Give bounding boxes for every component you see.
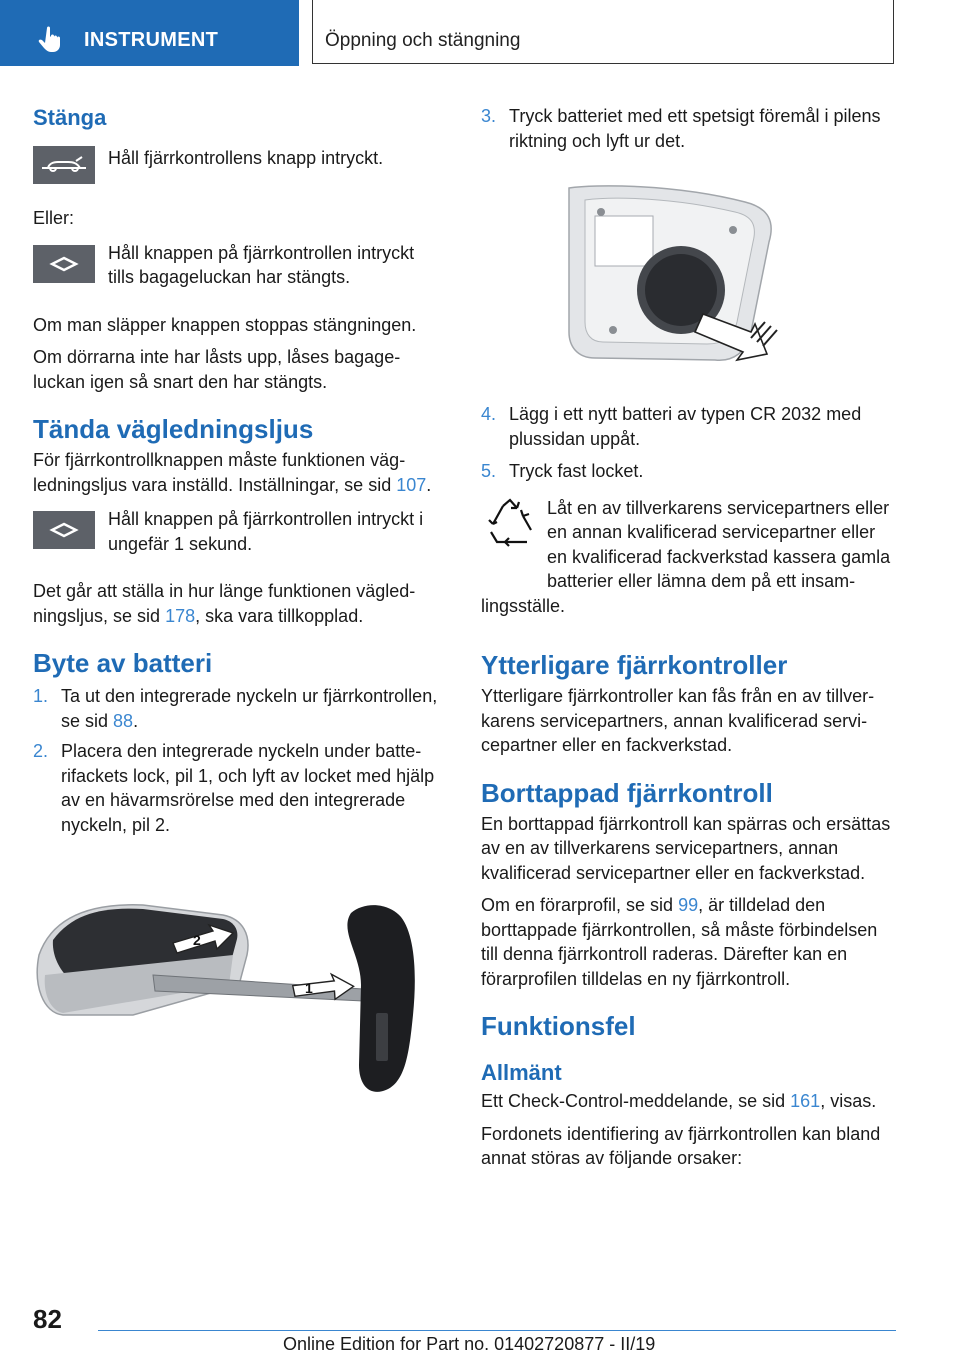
heading-stanga: Stänga — [33, 105, 107, 130]
recycle-note — [481, 496, 896, 619]
footer-divider — [98, 1330, 896, 1331]
step-2: 2. Placera den integrerade nyckeln under batterifackets lock, pil 1, och lyft av locket med hjälp av en hävarmsrörelse med den integrerade nyckeln, pil 2. — [33, 741, 435, 835]
text-borttappad-1: En borttappad fjärrkontroll kan spärras och ersättas av en av tillverkarens servicepartners, annan kvalificerad servicepartner eller en fackverkstad. — [481, 813, 891, 883]
chapter-title: Öppning och stängning — [325, 30, 521, 51]
text-duration: Det går att ställa in hur länge funktionen vägledningsljus, se sid 178, ska vara tillkopplad. — [33, 581, 416, 626]
fig-label-2: 2 — [193, 932, 201, 948]
text-hold-button: Håll fjärrkontrollens knapp intryckt. — [108, 148, 384, 168]
right-column — [481, 100, 896, 153]
left-column — [33, 100, 443, 837]
heading-tanda: Tända vägledningsljus — [33, 414, 314, 444]
battery-illustration — [555, 182, 785, 382]
section-tab[interactable] — [0, 0, 299, 66]
text-recycle: Låt en av tillverkarens servicepartners eller en annan kvalificerad servicepartner eller en kvalificerad fackverkstad kassera gamla batterier eller lämna dem på ett insamlingsställe. — [481, 497, 891, 616]
heading-allmant: Allmänt — [481, 1060, 562, 1085]
diamond-button-icon — [33, 245, 95, 283]
fig-label-1: 1 — [305, 980, 313, 996]
text-ytterligare: Ytterligare fjärrkontroller kan fås från en av tillverkarens servicepartners, annan kvalificerad servicepartner eller en fackverkstad. — [481, 686, 875, 755]
key-fob-illustration — [33, 895, 433, 1100]
link-page-88[interactable]: 88 — [113, 710, 134, 731]
link-page-99[interactable]: 99 — [678, 895, 699, 915]
text-eller: Eller: — [33, 208, 75, 228]
battery-steps-right-a — [481, 104, 896, 153]
text-hold-one-second: Håll knappen på fjärrkontrollen intryckt i ungefär 1 sekund. — [108, 509, 424, 554]
hand-pointer-icon — [36, 24, 66, 54]
footer-edition: Online Edition for Part no. 01402720877 - II/19 — [283, 1334, 656, 1354]
recycle-icon — [481, 496, 539, 554]
text-identification: Fordonets identifiering av fjärrkontrollen kan bland annat störas av följande orsaker: — [481, 1123, 881, 1168]
text-check-control: Ett Check-Control-meddelande, se sid 161, visas. — [481, 1091, 877, 1111]
instruction-diamond-1 — [33, 241, 443, 303]
chapter-header — [312, 0, 894, 64]
battery-steps-right-b — [481, 402, 896, 484]
battery-steps-left — [33, 684, 443, 837]
heading-ytterligare: Ytterligare fjärrkontroller — [481, 650, 788, 680]
link-page-178[interactable]: 178 — [165, 605, 196, 626]
heading-borttappad: Borttappad fjärrkontroll — [481, 777, 773, 808]
step-3: 3. Tryck batteriet med ett spetsigt föremål i pilens riktning och lyft ur det. — [481, 106, 881, 151]
instruction-trunk — [33, 146, 443, 206]
text-hold-until-closed: Håll knappen på fjärrkontrollen intryckt tills bagageluckan har stängts. — [108, 242, 415, 287]
link-page-161[interactable]: 161 — [790, 1091, 821, 1111]
text-doors-locked: Om dörrarna inte har låsts upp, låses bagageluckan igen så snart den har stängts. — [33, 347, 401, 392]
link-page-107[interactable]: 107 — [396, 474, 427, 495]
step-1: 1. Ta ut den integrerade nyckeln ur fjärrkontrollen, se sid 88. — [33, 686, 438, 731]
heading-byte: Byte av batteri — [33, 648, 213, 678]
text-release-stops: Om man släpper knappen stoppas stängningen. — [33, 314, 417, 335]
step-4: 4. Lägg i ett nytt batteri av typen CR 2032 med plussidan uppåt. — [481, 404, 862, 449]
diamond-button-icon — [33, 511, 95, 549]
page-number: 82 — [33, 1304, 62, 1334]
text-tanda-intro: För fjärrkontrollknappen måste funktionen vägledningsljus vara inställd. Inställningar, se sid 107. — [33, 450, 432, 495]
car-trunk-icon — [33, 146, 95, 184]
section-label: INSTRUMENT — [84, 29, 219, 51]
heading-funktionsfel: Funktionsfel — [481, 1011, 636, 1041]
right-column-b — [481, 402, 896, 1171]
instruction-diamond-2 — [33, 507, 443, 569]
step-5: 5. Tryck fast locket. — [481, 461, 644, 481]
text-borttappad-2: Om en förarprofil, se sid 99, är tilldelad den borttappade fjärrkontrollen, så måste förbindelsen till denna fjärrkontroll raderas. Därefter kan en förarprofilen tilldelas en ny fjärrkontroll. — [481, 895, 878, 989]
